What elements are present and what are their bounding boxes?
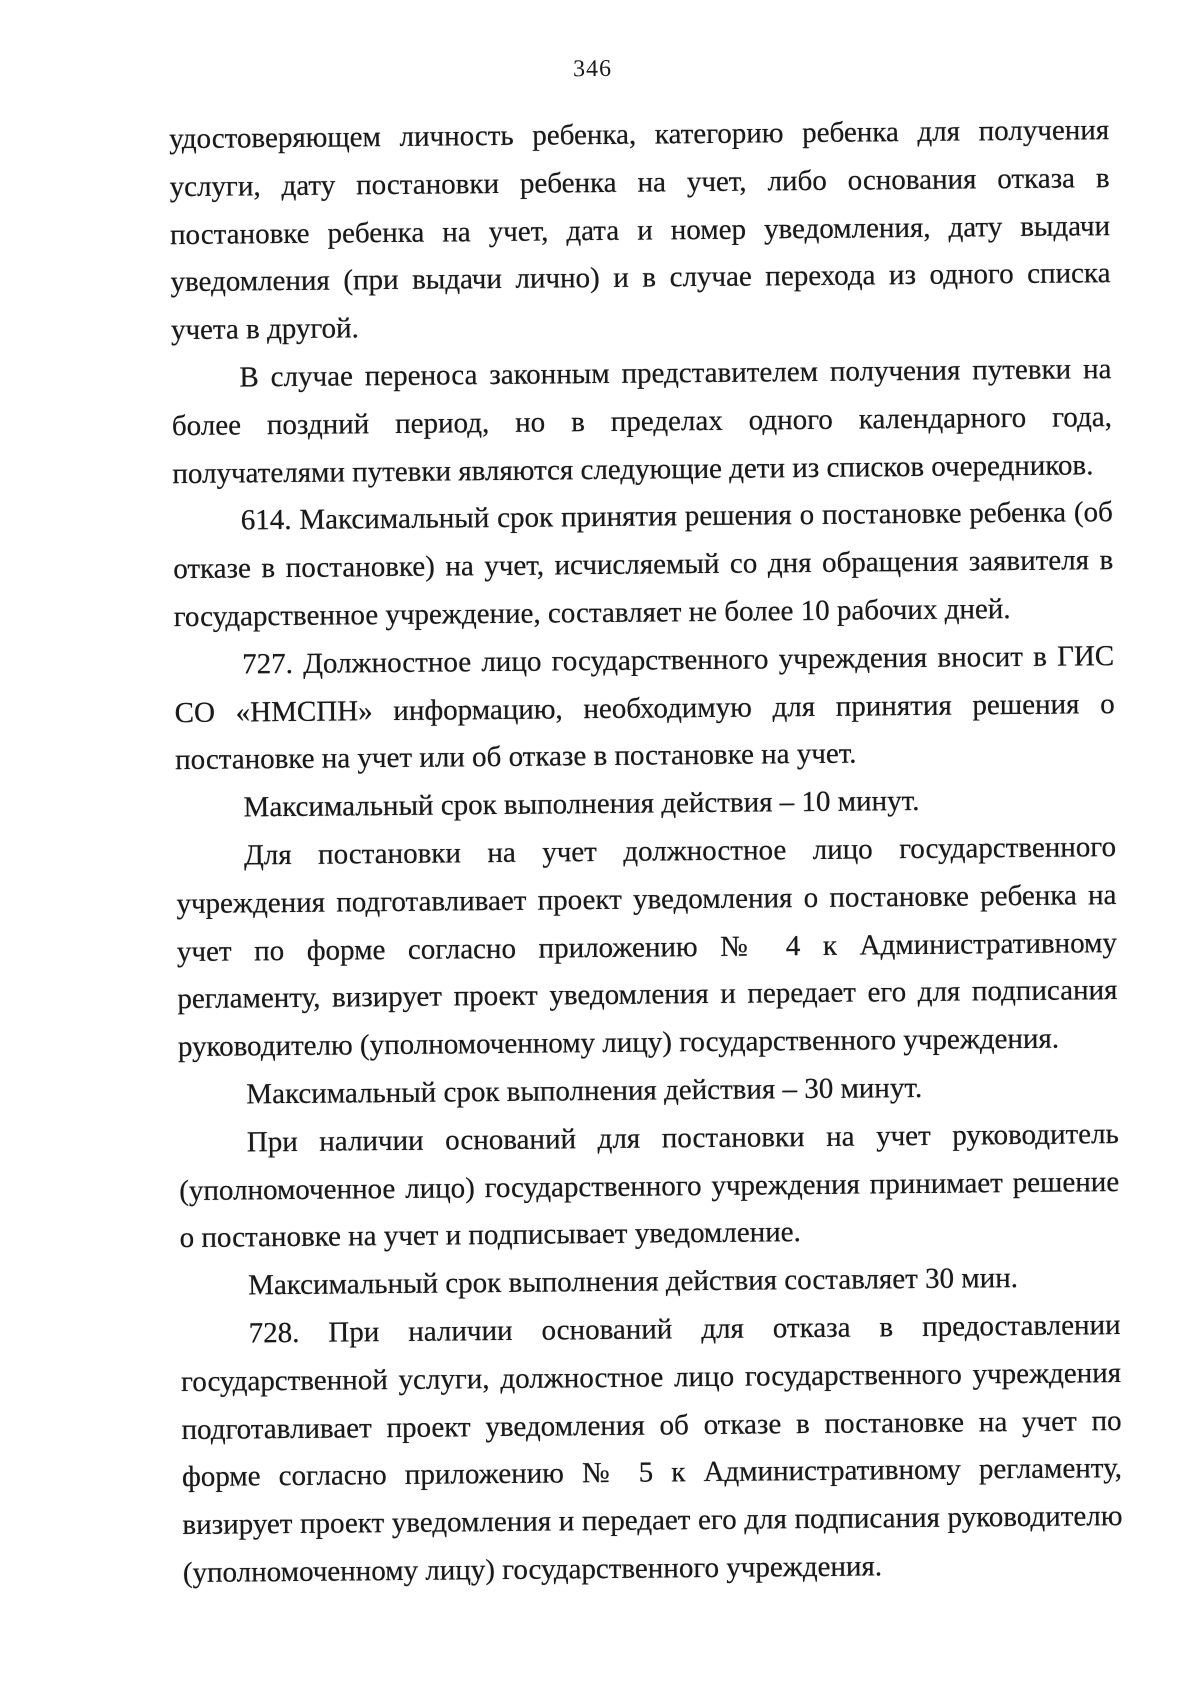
paragraph-max-time-10: Максимальный срок выполнения действия – 10 минут. xyxy=(243,785,920,824)
document-body xyxy=(169,107,1123,1598)
paragraph-728: 728. При наличии оснований для отказа в предоставлении государственной услуги, должностное лицо государственного учреждения подготавливает проект уведомления об отказе в постановке на учет по форме согласно приложению № 5 к Административному регламенту, визирует проект уведомления и передает его для подписания руководителю (уполномоченному лицу) государственного учреждения. xyxy=(180,1308,1123,1589)
paragraph-prepare-notice: Для постановки на учет должностное лицо государственного учреждения подготавливает проект уведомления о постановке ребенка на учет по форме согласно приложению № 4 к Административному регламенту, визирует проект уведомления и передает его для подписания руководителю (уполномоченному лицу) государственного учреждения. xyxy=(176,831,1118,1064)
page-number: 346 xyxy=(572,55,613,83)
paragraph-head-decision: При наличии оснований для постановки на учет руководитель (уполномоченное лицо) государственного учреждения принимает решение о постановке на учет и подписывает уведомление. xyxy=(179,1117,1120,1255)
paragraph-continuation: удостоверяющем личность ребенка, категорию ребенка для получения услуги, дату постановки ребенка на учет, либо основания отказа в постановке ребенка на учет, дата и номер уведомления, дату выдачи уведомления (при выдачи лично) и в случае перехода из одного списка учета в другой. xyxy=(169,114,1111,347)
paragraph-transfer-period: В случае переноса законным представителем получения путевки на более поздний период, но в пределах одного календарного года, получателями путевки являются следующие дети из списков очередников. xyxy=(171,353,1113,490)
paragraph-614: 614. Максимальный срок принятия решения о постановке ребенка (об отказе в постановке) на учет, исчисляемый со дня обращения заявителя в государственное учреждение, составляет не более 10 рабочих дней. xyxy=(173,496,1114,634)
paragraph-727: 727. Должностное лицо государственного учреждения вносит в ГИС СО «НМСПН» информацию, необходимую для принятия решения о постановке на учет или об отказе в постановке на учет. xyxy=(174,639,1115,777)
paragraph-max-time-30: Максимальный срок выполнения действия – 30 минут. xyxy=(246,1071,923,1111)
paragraph-max-time-30-min: Максимальный срок выполнения действия составляет 30 мин. xyxy=(248,1262,1019,1302)
